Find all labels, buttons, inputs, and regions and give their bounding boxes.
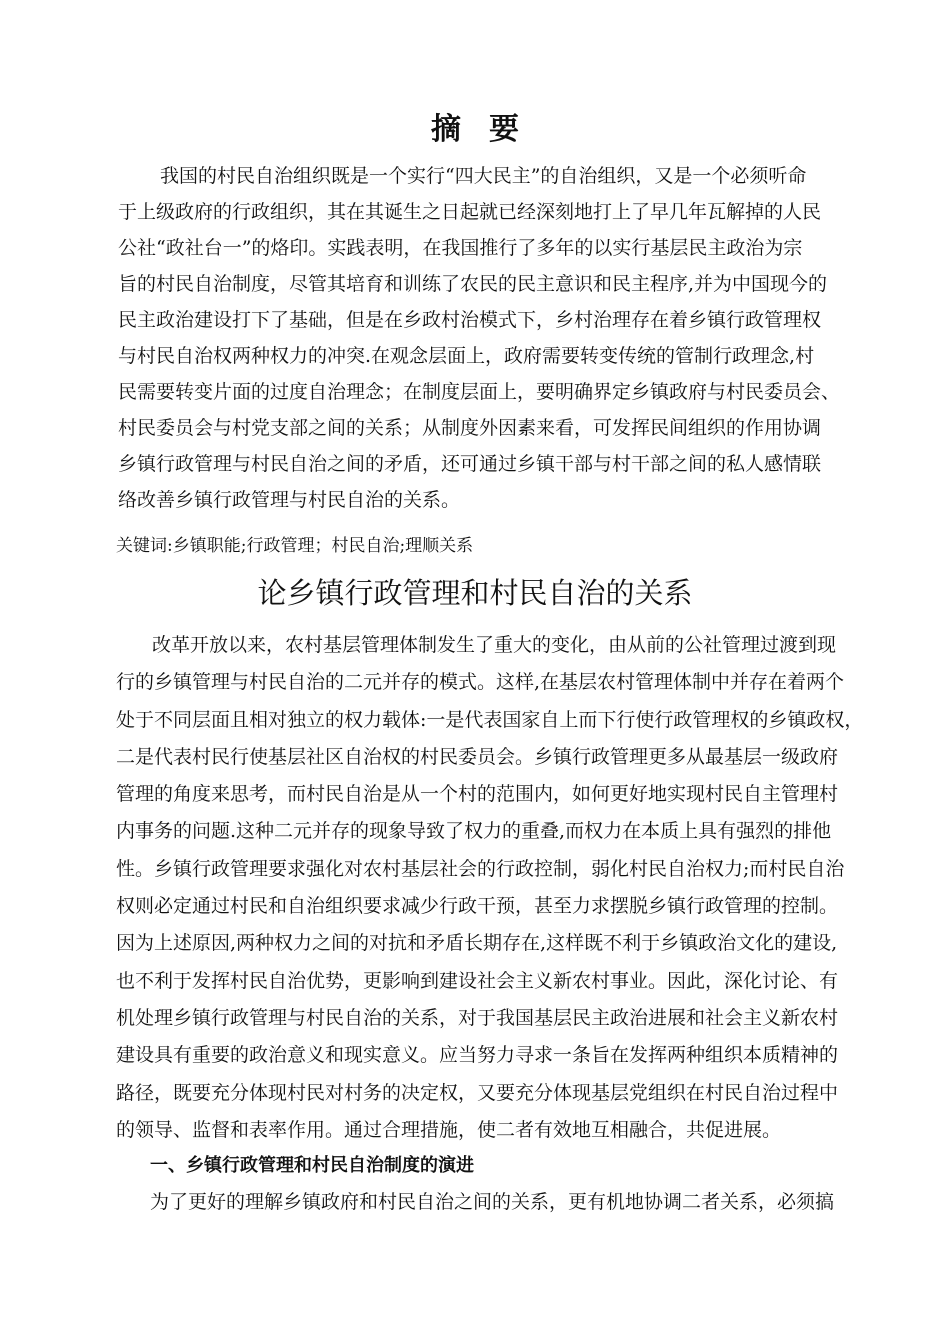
abstract-line: 旨的村民自治制度，尽管其培育和训练了农民的民主意识和民主程序,并为中国现今的 [118, 273, 828, 295]
article-title: 论乡镇行政管理和村民自治的关系 [257, 576, 693, 610]
abstract-line: 民主政治建设打下了基础，但是在乡政村治模式下，乡村治理存在着乡镇行政管理权 [118, 309, 822, 331]
body-line: 也不利于发挥村民自治优势，更影响到建设社会主义新农村事业。因此，深化讨论、有 [116, 969, 839, 992]
body-line: 性。乡镇行政管理要求强化对农村基层社会的行政控制，弱化村民自治权力;而村民自治 [116, 857, 845, 880]
body-line: 权则必定通过村民和自治组织要求减少行政干预，甚至力求摆脱乡镇行政管理的控制。 [116, 895, 839, 918]
abstract-line: 于上级政府的行政组织，其在其诞生之日起就已经深刻地打上了早几年瓦解掉的人民 [118, 201, 822, 223]
body-line: 内事务的问题.这种二元并存的现象导致了权力的重叠,而权力在本质上具有强烈的排他 [116, 820, 832, 843]
body-line: 路径，既要充分体现村民对村务的决定权，又要充分体现基层党组织在村民自治过程中 [116, 1081, 839, 1104]
body-line: 处于不同层面且相对独立的权力载体:一是代表国家自上而下行使行政管理权的乡镇政权， [116, 708, 864, 731]
body-line: 为了更好的理解乡镇政府和村民自治之间的关系，更有机地协调二者关系，必须搞 [150, 1191, 835, 1213]
body-line: 建设具有重要的政治意义和现实意义。应当努力寻求一条旨在发挥两种组织本质精神的 [116, 1044, 839, 1067]
abstract-line: 我国的村民自治组织既是一个实行“四大民主”的自治组织，又是一个必须听命 [160, 165, 807, 187]
abstract-paragraph [118, 158, 853, 518]
body-paragraph [116, 627, 876, 1149]
section-heading: 一、乡镇行政管理和村民自治制度的演进 [150, 1155, 474, 1176]
abstract-line: 公社“政社台一”的烙印。实践表明，在我国推行了多年的以实行基层民主政治为宗 [118, 237, 803, 259]
body-line: 因为上述原因,两种权力之间的对抗和矛盾长期存在,这样既不利于乡镇政治文化的建设, [116, 932, 838, 955]
body-line: 改革开放以来，农村基层管理体制发生了重大的变化，由从前的公社管理过渡到现 [152, 634, 837, 656]
body-line: 行的乡镇管理与村民自治的二元并存的模式。这样,在基层农村管理体制中并存在着两个 [116, 671, 845, 694]
abstract-line: 乡镇行政管理与村民自治之间的矛盾，还可通过乡镇干部与村干部之间的私人感情联 [118, 453, 822, 475]
abstract-line: 民需要转变片面的过度自治理念；在制度层面上，要明确界定乡镇政府与村民委员会、 [118, 381, 841, 403]
body-line: 机处理乡镇行政管理与村民自治的关系，对于我国基层民主政治进展和社会主义新农村 [116, 1006, 839, 1029]
keywords: 关键词:乡镇职能;行政管理；村民自治;理顺关系 [116, 536, 474, 556]
body-line: 二是代表村民行使基层社区自治权的村民委员会。乡镇行政管理更多从最基层一级政府 [116, 745, 839, 768]
abstract-line: 与村民自治权两种权力的冲突.在观念层面上，政府需要转变传统的管制行政理念,村 [118, 345, 815, 367]
abstract-line: 村民委员会与村党支部之间的关系；从制度外因素来看，可发挥民间组织的作用协调 [118, 417, 822, 439]
body-line: 管理的角度来思考，而村民自治是从一个村的范围内，如何更好地实现村民自主管理村 [116, 783, 839, 806]
abstract-title: 摘要 [431, 112, 547, 147]
abstract-line: 络改善乡镇行政管理与村民自治的关系。 [118, 489, 461, 511]
body-line: 的领导、监督和表率作用。通过合理措施，使二者有效地互相融合，共促进展。 [116, 1118, 782, 1141]
